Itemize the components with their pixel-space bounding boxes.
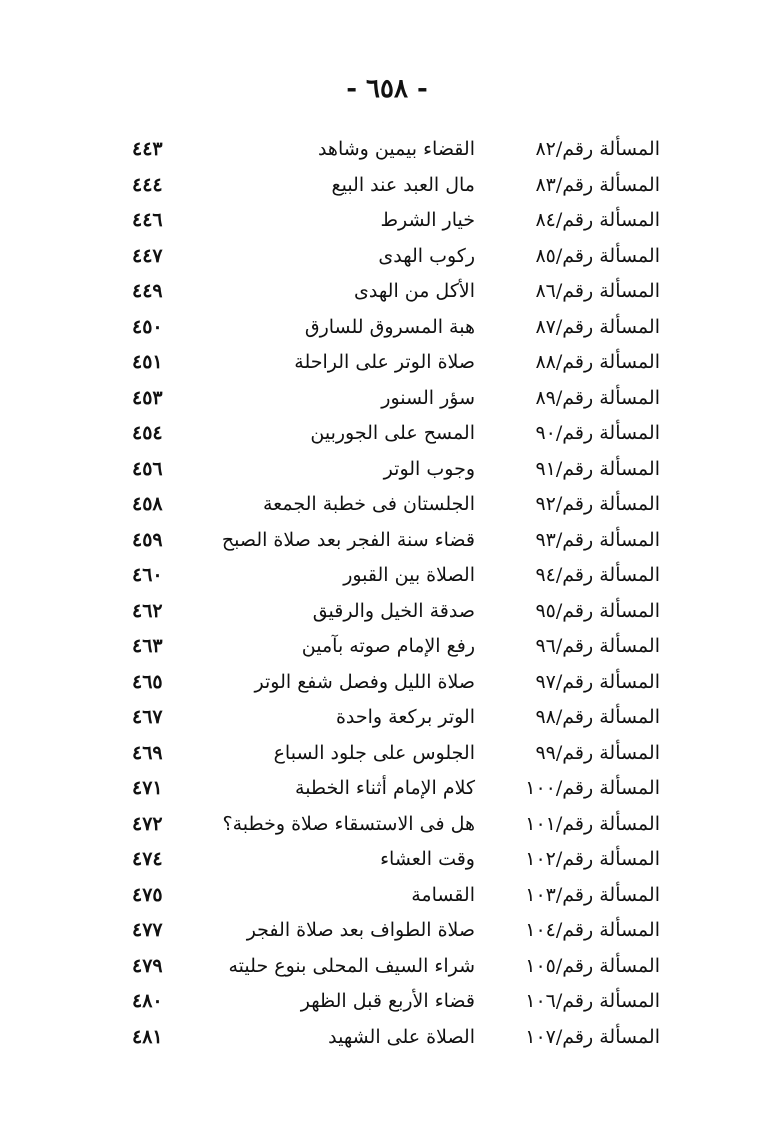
issue-title: هبة المسروق للسارق: [304, 315, 475, 338]
issue-number: المسألة رقم/٩٧: [535, 670, 660, 693]
issue-number: المسألة رقم/١٠١: [525, 812, 660, 835]
toc-row: [120, 665, 660, 701]
issue-title: شراء السيف المحلى بنوع حليته: [228, 954, 475, 977]
toc-row: [120, 629, 660, 665]
page-reference: ٤٤٩: [132, 280, 163, 303]
issue-number: المسألة رقم/٩٢: [535, 493, 660, 516]
issue-title: صدقة الخيل والرقيق: [312, 599, 475, 622]
toc-row: [120, 807, 660, 843]
issue-title: وجوب الوتر: [383, 457, 475, 480]
issue-title: وقت العشاء: [380, 848, 475, 871]
issue-title: القسامة: [411, 883, 475, 906]
page-reference: ٤٧٤: [132, 848, 163, 871]
page-reference: ٤٧٩: [132, 954, 163, 977]
issue-number: المسألة رقم/٩٥: [535, 599, 660, 622]
toc-row: [120, 913, 660, 949]
issue-number: المسألة رقم/١٠٦: [525, 990, 660, 1013]
issue-title: خيار الشرط: [380, 209, 475, 232]
toc-row: [120, 878, 660, 914]
toc-row: [120, 736, 660, 772]
toc-row: [120, 1020, 660, 1056]
page-reference: ٤٧٢: [132, 812, 163, 835]
toc-row: [120, 771, 660, 807]
issue-title: ركوب الهدى: [378, 244, 475, 267]
issue-title: مال العبد عند البيع: [331, 173, 475, 196]
issue-number: المسألة رقم/٩٣: [535, 528, 660, 551]
page-reference: ٤٥١: [132, 351, 163, 374]
issue-number: المسألة رقم/٨٧: [535, 315, 660, 338]
issue-title: قضاء سنة الفجر بعد صلاة الصبح: [221, 528, 475, 551]
page-reference: ٤٧٧: [132, 919, 163, 942]
issue-number: المسألة رقم/٩١: [535, 457, 660, 480]
issue-number: المسألة رقم/٨٥: [535, 244, 660, 267]
toc-row: [120, 132, 660, 168]
page-reference: ٤٤٣: [132, 138, 163, 161]
page-reference: ٤٥٣: [132, 386, 163, 409]
page-reference: ٤٦٥: [132, 670, 163, 693]
page-reference: ٤٤٧: [132, 244, 163, 267]
issue-number: المسألة رقم/٩٨: [535, 706, 660, 729]
page-reference: ٤٥٨: [132, 493, 163, 516]
toc-row: [120, 381, 660, 417]
issue-number: المسألة رقم/٨٢: [535, 138, 660, 161]
issue-title: الجلوس على جلود السباع: [273, 741, 475, 764]
page-reference: ٤٦٧: [132, 706, 163, 729]
issue-title: الجلستان فى خطبة الجمعة: [262, 493, 475, 516]
page-reference: ٤٤٦: [132, 209, 163, 232]
table-of-contents: [120, 132, 660, 1055]
issue-title: المسح على الجوربين: [310, 422, 475, 445]
issue-number: المسألة رقم/٨٤: [535, 209, 660, 232]
page-reference: ٤٦٩: [132, 741, 163, 764]
page-reference: ٤٥٩: [132, 528, 163, 551]
issue-number: المسألة رقم/١٠٠: [525, 777, 660, 800]
issue-title: صلاة الطواف بعد صلاة الفجر: [246, 919, 475, 942]
issue-number: المسألة رقم/٨٣: [535, 173, 660, 196]
issue-title: القضاء بيمين وشاهد: [317, 138, 475, 161]
toc-row: [120, 842, 660, 878]
page-reference: ٤٦٣: [132, 635, 163, 658]
page-reference: ٤٨١: [132, 1025, 163, 1048]
issue-title: صلاة الوتر على الراحلة: [294, 351, 475, 374]
issue-number: المسألة رقم/٨٩: [535, 386, 660, 409]
page-reference: ٤٦٠: [132, 564, 163, 587]
issue-title: كلام الإمام أثناء الخطبة: [295, 777, 475, 800]
toc-row: [120, 558, 660, 594]
page-reference: ٤٥٦: [132, 457, 163, 480]
toc-row: [120, 700, 660, 736]
issue-title: الوتر بركعة واحدة: [335, 706, 475, 729]
issue-title: قضاء الأربع قبل الظهر: [300, 990, 475, 1013]
issue-number: المسألة رقم/٨٨: [535, 351, 660, 374]
issue-number: المسألة رقم/٩٤: [535, 564, 660, 587]
issue-number: المسألة رقم/٩٩: [535, 741, 660, 764]
toc-row: [120, 416, 660, 452]
issue-number: المسألة رقم/١٠٥: [525, 954, 660, 977]
issue-title: هل فى الاستسقاء صلاة وخطبة؟: [222, 812, 475, 835]
toc-row: [120, 487, 660, 523]
toc-row: [120, 310, 660, 346]
page-reference: ٤٧١: [132, 777, 163, 800]
issue-title: الأكل من الهدى: [354, 280, 475, 303]
issue-number: المسألة رقم/١٠٣: [525, 883, 660, 906]
toc-row: [120, 984, 660, 1020]
toc-row: [120, 345, 660, 381]
issue-title: الصلاة بين القبور: [343, 564, 475, 587]
toc-row: [120, 452, 660, 488]
issue-number: المسألة رقم/٩٦: [535, 635, 660, 658]
issue-number: المسألة رقم/٨٦: [535, 280, 660, 303]
issue-title: صلاة الليل وفصل شفع الوتر: [254, 670, 475, 693]
page-reference: ٤٥٠: [132, 315, 163, 338]
toc-row: [120, 239, 660, 275]
issue-number: المسألة رقم/١٠٢: [525, 848, 660, 871]
issue-number: المسألة رقم/١٠٧: [525, 1025, 660, 1048]
toc-row: [120, 274, 660, 310]
page-reference: ٤٨٠: [132, 990, 163, 1013]
page-reference: ٤٦٢: [132, 599, 163, 622]
toc-row: [120, 594, 660, 630]
issue-number: المسألة رقم/١٠٤: [525, 919, 660, 942]
page-number: - ٦٥٨ -: [346, 74, 428, 104]
issue-title: سؤر السنور: [381, 386, 475, 409]
toc-row: [120, 523, 660, 559]
page-reference: ٤٧٥: [132, 883, 163, 906]
page-reference: ٤٤٤: [132, 173, 163, 196]
toc-row: [120, 949, 660, 985]
issue-title: رفع الإمام صوته بآمين: [301, 635, 475, 658]
page-reference: ٤٥٤: [132, 422, 163, 445]
issue-title: الصلاة على الشهيد: [328, 1025, 475, 1048]
toc-row: [120, 203, 660, 239]
issue-number: المسألة رقم/٩٠: [535, 422, 660, 445]
toc-row: [120, 168, 660, 204]
